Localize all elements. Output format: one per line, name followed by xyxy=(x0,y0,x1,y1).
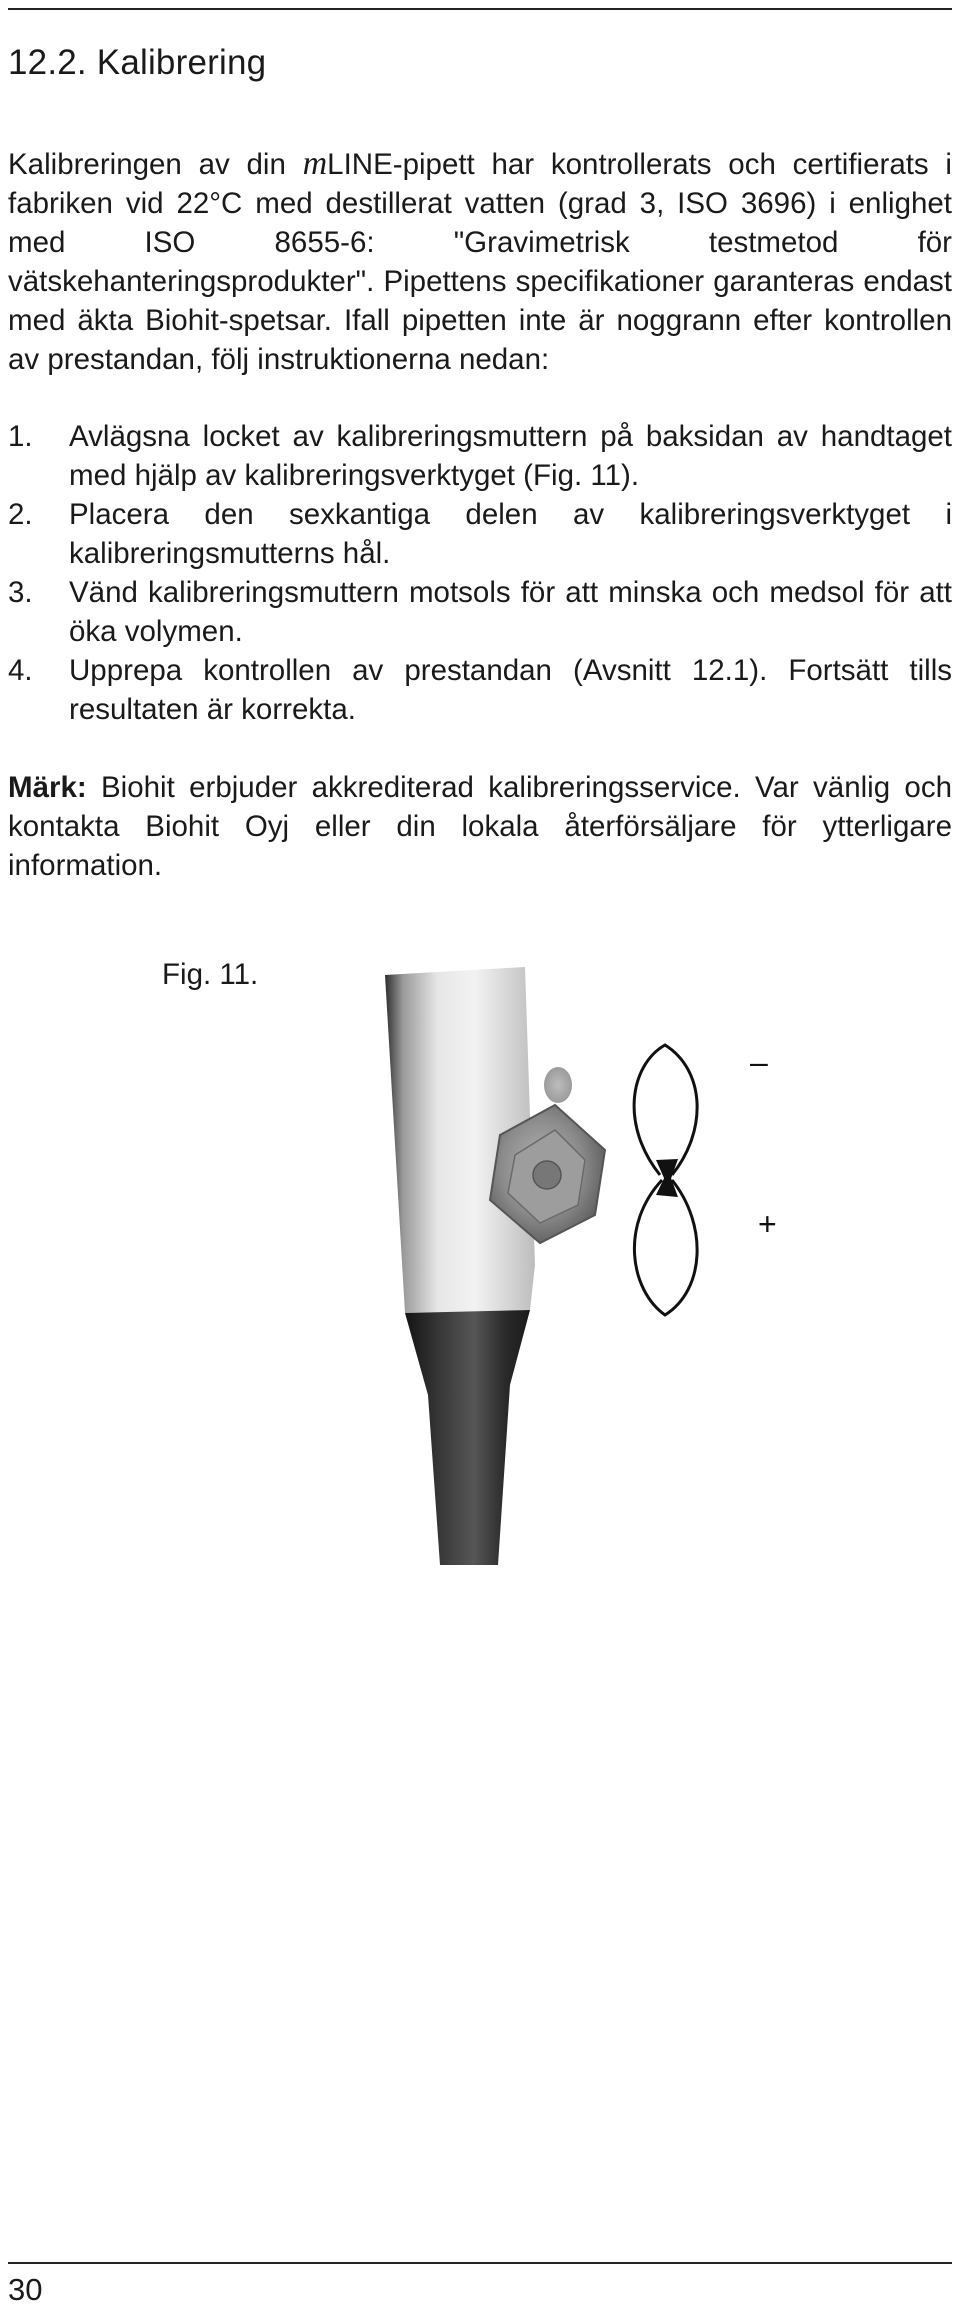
page-content xyxy=(8,28,952,885)
note-text: Biohit erbjuder akkrediterad kalibreringsservice. Var vänlig och kontakta Biohit Oyj eller din lokala återförsäljare för ytterligare information. xyxy=(8,771,952,882)
intro-text-rest: LINE-pipett har kontrollerats och certifierats i fabriken vid 22°C med destillerat vatten (grad 3, ISO 3696) i enlighet med ISO 8655-6: "Gravimetrisk testmetod för vätskehanteringsprodukter". Pipettens specifikationer garanteras endast med äkta Biohit-spetsar. Ifall pipetten inte är noggrann efter kontrollen av prestandan, följ instruktionerna nedan: xyxy=(8,148,952,376)
top-rule xyxy=(8,8,952,10)
step-number: 1. xyxy=(8,420,33,453)
section-title: 12.2. Kalibrering xyxy=(8,43,267,82)
intro-text-start: Kalibreringen av din xyxy=(8,148,303,181)
plus-sign: + xyxy=(758,1206,777,1242)
list-item xyxy=(8,417,952,495)
minus-sign: – xyxy=(750,1044,768,1080)
pipette-lower xyxy=(405,1310,530,1565)
list-item xyxy=(8,651,952,729)
step-text: Upprepa kontrollen av prestandan (Avsnitt 12.1). Fortsätt tills resultaten är korrekta. xyxy=(69,654,952,726)
step-text: Avlägsna locket av kalibreringsmuttern på baksidan av handtaget med hjälp av kalibreringsverktyget (Fig. 11). xyxy=(69,420,952,492)
brand-m-mark: m xyxy=(302,145,328,182)
step-text: Placera den sexkantiga delen av kalibreringsverktyget i kalibreringsmutterns hål. xyxy=(69,498,952,570)
list-item xyxy=(8,495,952,573)
step-number: 3. xyxy=(8,576,33,609)
adjustment-dot xyxy=(544,1067,572,1103)
intro-paragraph xyxy=(8,144,952,379)
bottom-rule xyxy=(8,2262,952,2264)
step-number: 4. xyxy=(8,654,33,687)
page-number: 30 xyxy=(8,2272,43,2307)
figure-label: Fig. 11. xyxy=(162,958,259,991)
note-label: Märk: xyxy=(8,771,87,804)
list-item xyxy=(8,573,952,651)
step-text: Vänd kalibreringsmuttern motsols för att minska och medsol för att öka volymen. xyxy=(69,576,952,648)
instruction-list xyxy=(8,417,952,729)
step-number: 2. xyxy=(8,498,33,531)
note-paragraph xyxy=(8,768,952,885)
calibration-figure xyxy=(330,965,810,1565)
